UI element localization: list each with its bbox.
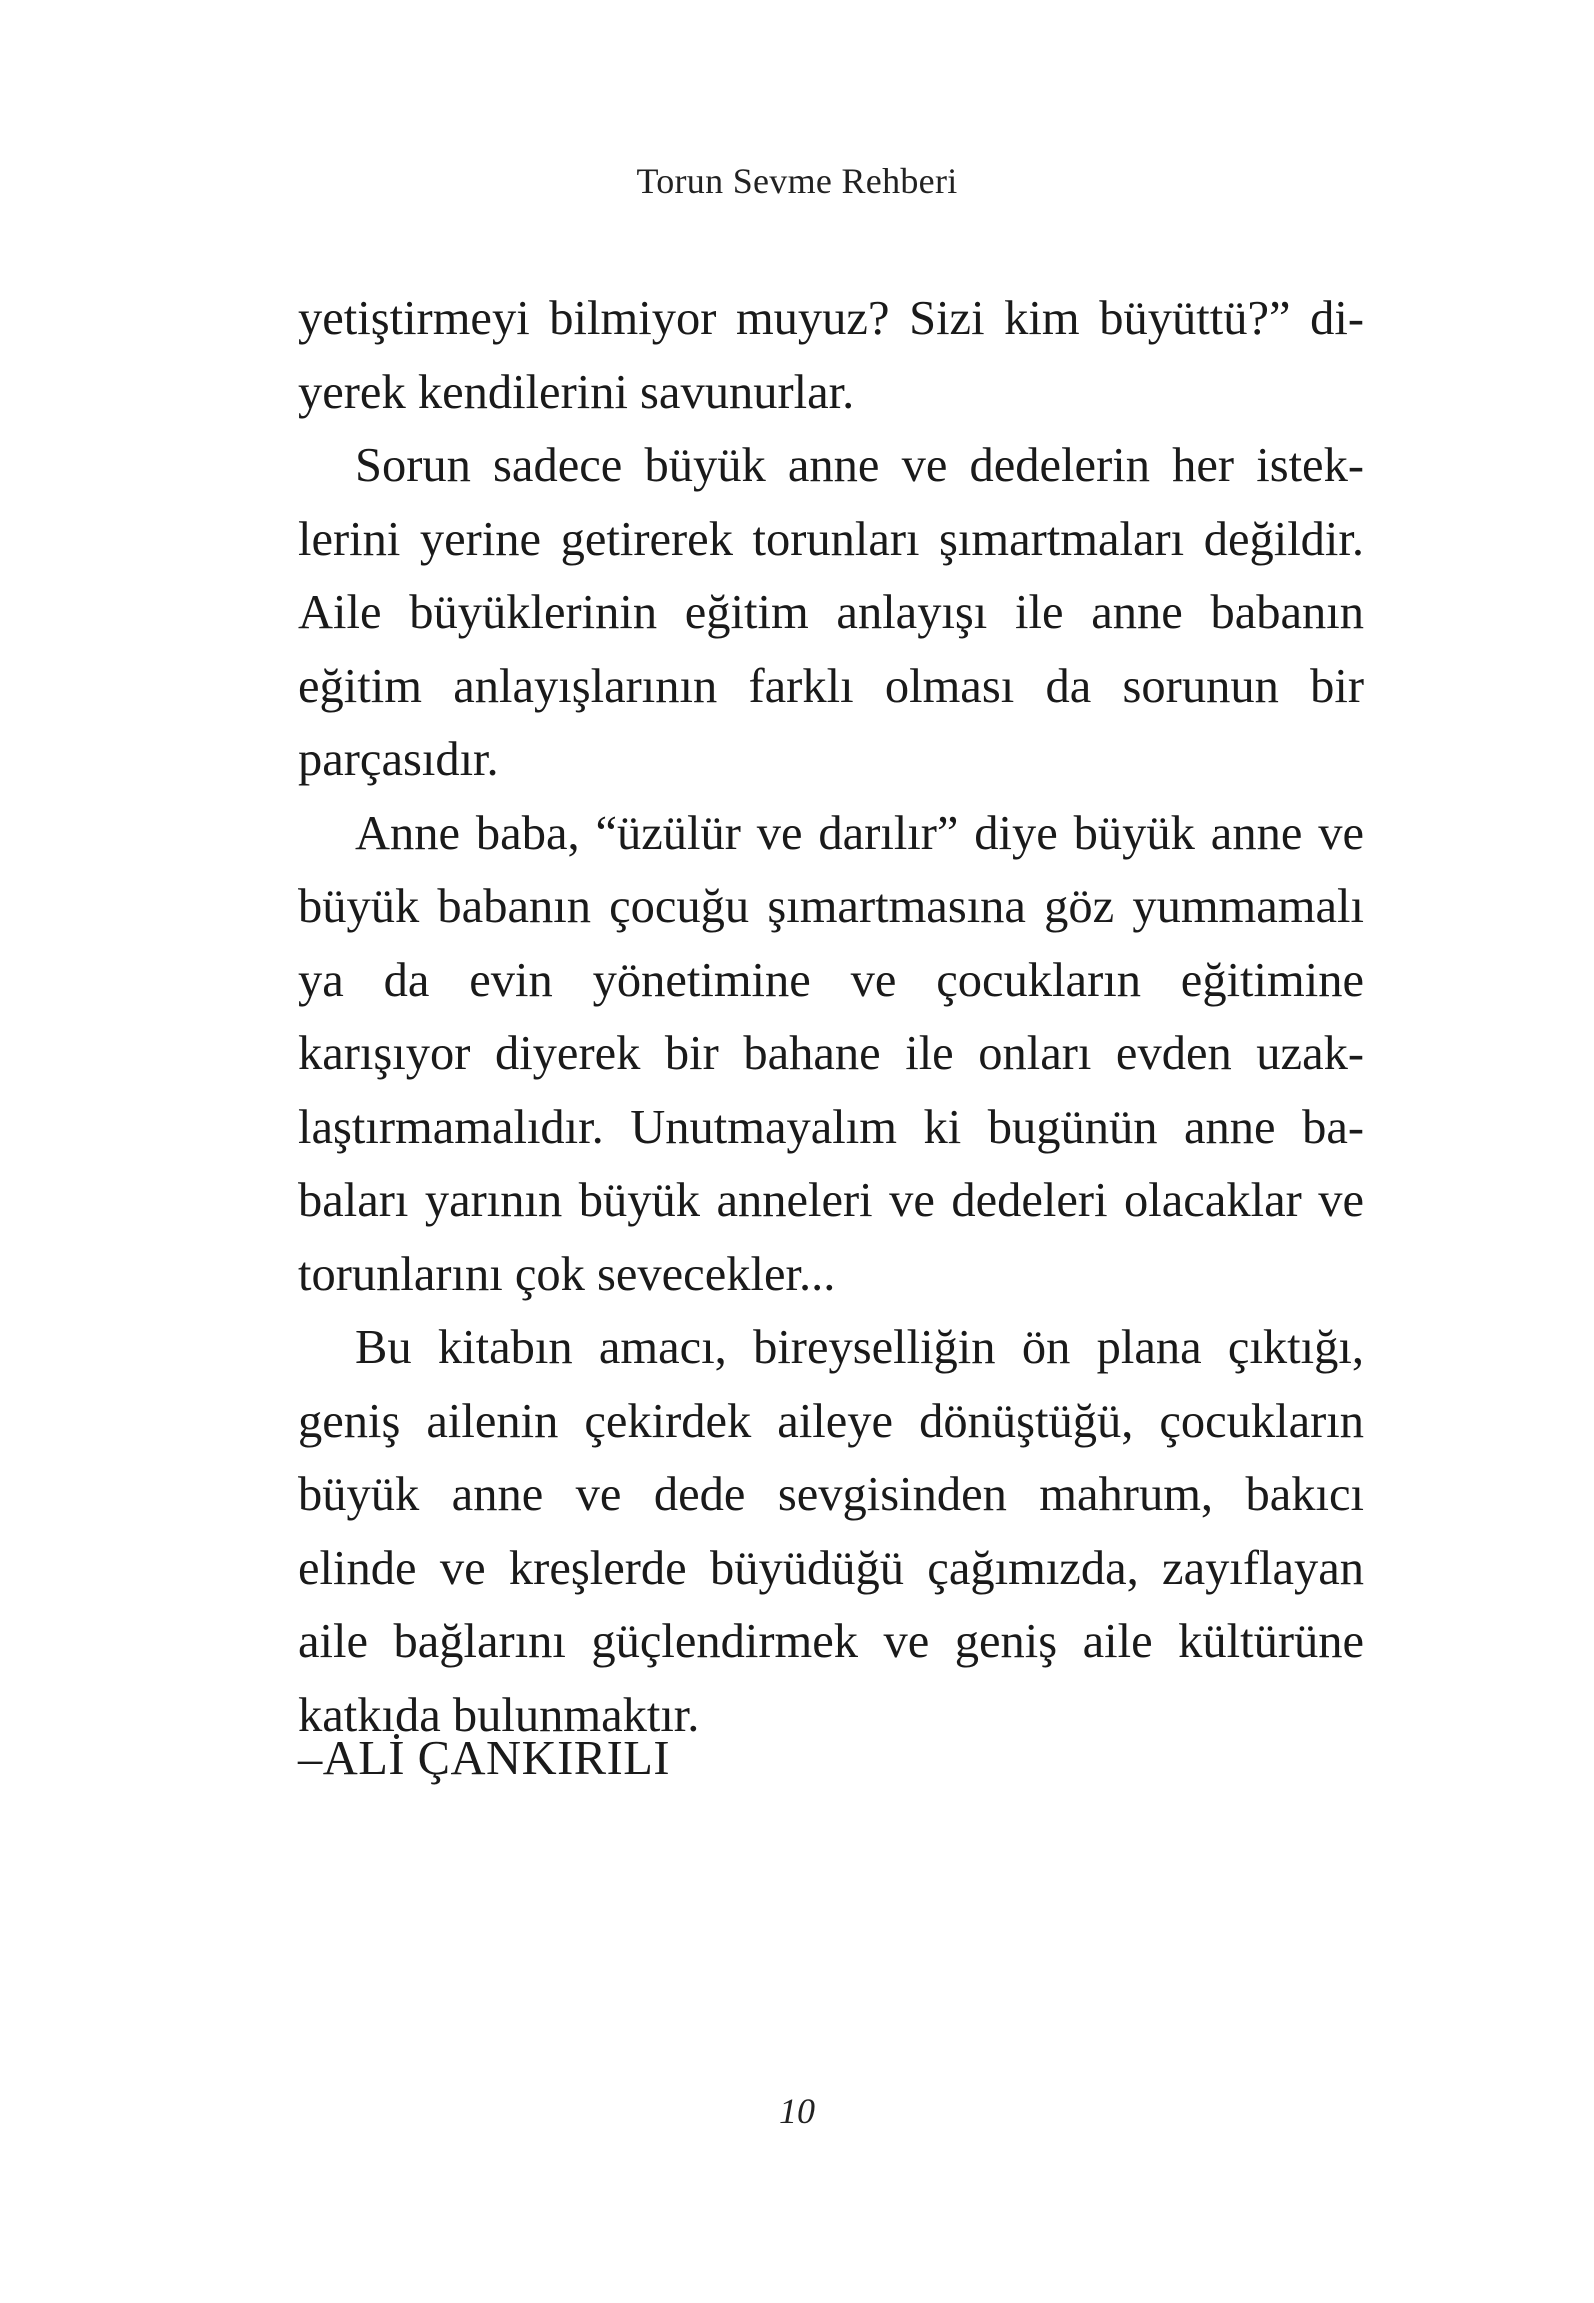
paragraph: Bu kitabın amacı, bireyselliğin ön plana çıktığı, geniş ailenin çekirdek aileye dönüştüğü, çocukların büyük anne ve dede sevgisinden mahrum, bakıcı elinde ve kreşlerde büyüdüğü çağımızda, zayıflayan aile bağlarını güçlendirmek ve geniş aile kültürüne katkıda bulunmaktır. — [298, 1321, 1364, 1742]
body-text — [298, 282, 1364, 1752]
paragraph: Anne baba, “üzülür ve darılır” diye büyük anne ve büyük babanın çocuğu şımartmasına göz yummamalı ya da evin yönetimine ve çocukların eğitimine karışıyor diyerek bir bahane ile onları evden uzaklaştırmamalıdır. Unutmayalım ki bugünün anne babaları yarının büyük anneleri ve dedeleri olacaklar ve torunlarını çok sevecekler... — [298, 806, 1364, 1301]
page-number: 10 — [779, 2091, 815, 2131]
paragraph: yetiştirmeyi bilmiyor muyuz? Sizi kim büyüttü?” diyerek kendilerini savunurlar. — [298, 292, 1364, 419]
running-header: Torun Sevme Rehberi — [636, 161, 958, 201]
paragraph: Sorun sadece büyük anne ve dedelerin her isteklerini yerine getirerek torunları şımartmaları değildir. Aile büyüklerinin eğitim anlayışı ile anne babanın eğitim anlayışlarının farklı olması da sorunun bir parçasıdır. — [298, 439, 1364, 786]
author-signature: –ALİ ÇANKIRILI — [298, 1732, 671, 1785]
